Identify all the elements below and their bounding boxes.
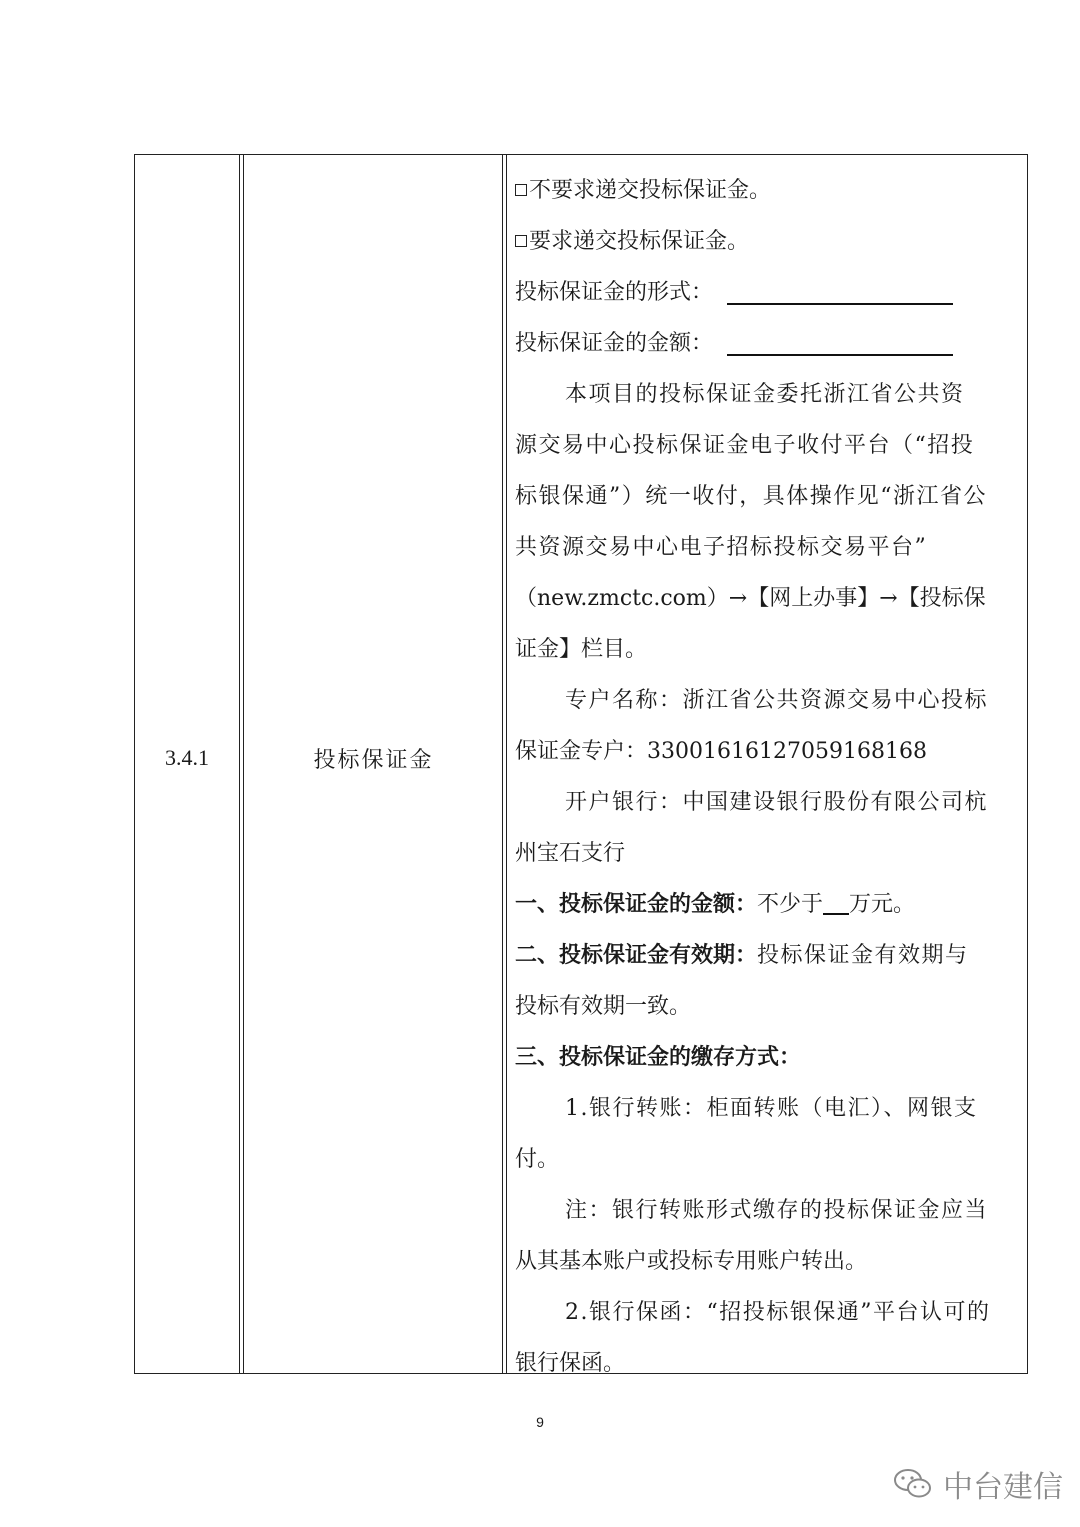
paragraph-line: 本项目的投标保证金委托浙江省公共资	[565, 382, 965, 407]
watermark-text: 中台建信	[943, 1470, 1063, 1505]
note-line: 注：银行转账形式缴存的投标保证金应当	[565, 1198, 989, 1223]
paragraph-line: 付。	[515, 1147, 560, 1172]
clause-content	[515, 165, 1021, 1389]
paragraph-line: （new.zmctc.com）→【网上办事】→【投标保	[515, 586, 986, 611]
note-line: 从其基本账户或投标专用账户转出。	[515, 1249, 868, 1274]
blank-field	[823, 913, 849, 915]
account-number-line: 保证金专户：330016161270591681​68	[515, 739, 927, 764]
amount-requirement-line: 一、投标保证金的金额：不少于 万元。	[515, 891, 916, 917]
section-heading: 三、投标保证金的缴存方式：	[515, 1044, 802, 1070]
column-divider	[502, 155, 503, 1373]
clause-number: 3.4.1	[165, 745, 209, 770]
blank-field	[727, 354, 953, 356]
wechat-icon	[893, 1467, 933, 1501]
amount-line: 投标保证金的金额：	[515, 318, 1021, 369]
paragraph-line: 1.银行转账：柜面转账（电汇）、网银支	[565, 1096, 978, 1121]
blank-field	[727, 303, 953, 305]
column-divider	[243, 155, 244, 1373]
paragraph-line: 证金】栏目。	[515, 637, 648, 662]
bank-line: 州宝石支行	[515, 841, 626, 866]
paragraph-line: 2.银行保函：“招投标银保通”平台认可的	[565, 1300, 991, 1325]
option-line: 不要求递交投标保证金。	[515, 165, 1021, 216]
validity-line: 二、投标保证金有效期：投标保证金有效期与	[515, 942, 969, 968]
column-divider	[506, 155, 507, 1373]
clause-title: 投标保证金	[313, 748, 434, 773]
watermark	[893, 1462, 1063, 1506]
paragraph-line: 标银保通”）统一收付，具体操作见“浙江省公	[515, 484, 987, 509]
document-table	[134, 154, 1028, 1374]
checkbox-icon[interactable]	[515, 184, 527, 196]
checkbox-icon[interactable]	[515, 235, 527, 247]
option-line: 要求递交投标保证金。	[515, 216, 1021, 267]
form-line: 投标保证金的形式：	[515, 267, 1021, 318]
paragraph-line: 源交易中心投标保证金电子收付平台（“招投	[515, 433, 975, 458]
account-name-line: 专户名称：浙江省公共资源交易中心投标	[565, 688, 989, 713]
bank-line: 开户银行：中国建设银行股份有限公司杭	[565, 790, 989, 815]
validity-line: 投标有效期一致。	[515, 994, 692, 1019]
page-number: 9	[536, 1414, 544, 1430]
column-divider	[239, 155, 240, 1373]
paragraph-line: 银行保函。	[515, 1351, 626, 1376]
paragraph-line: 共资源交易中心电子招标投标交易平台”	[515, 535, 928, 560]
